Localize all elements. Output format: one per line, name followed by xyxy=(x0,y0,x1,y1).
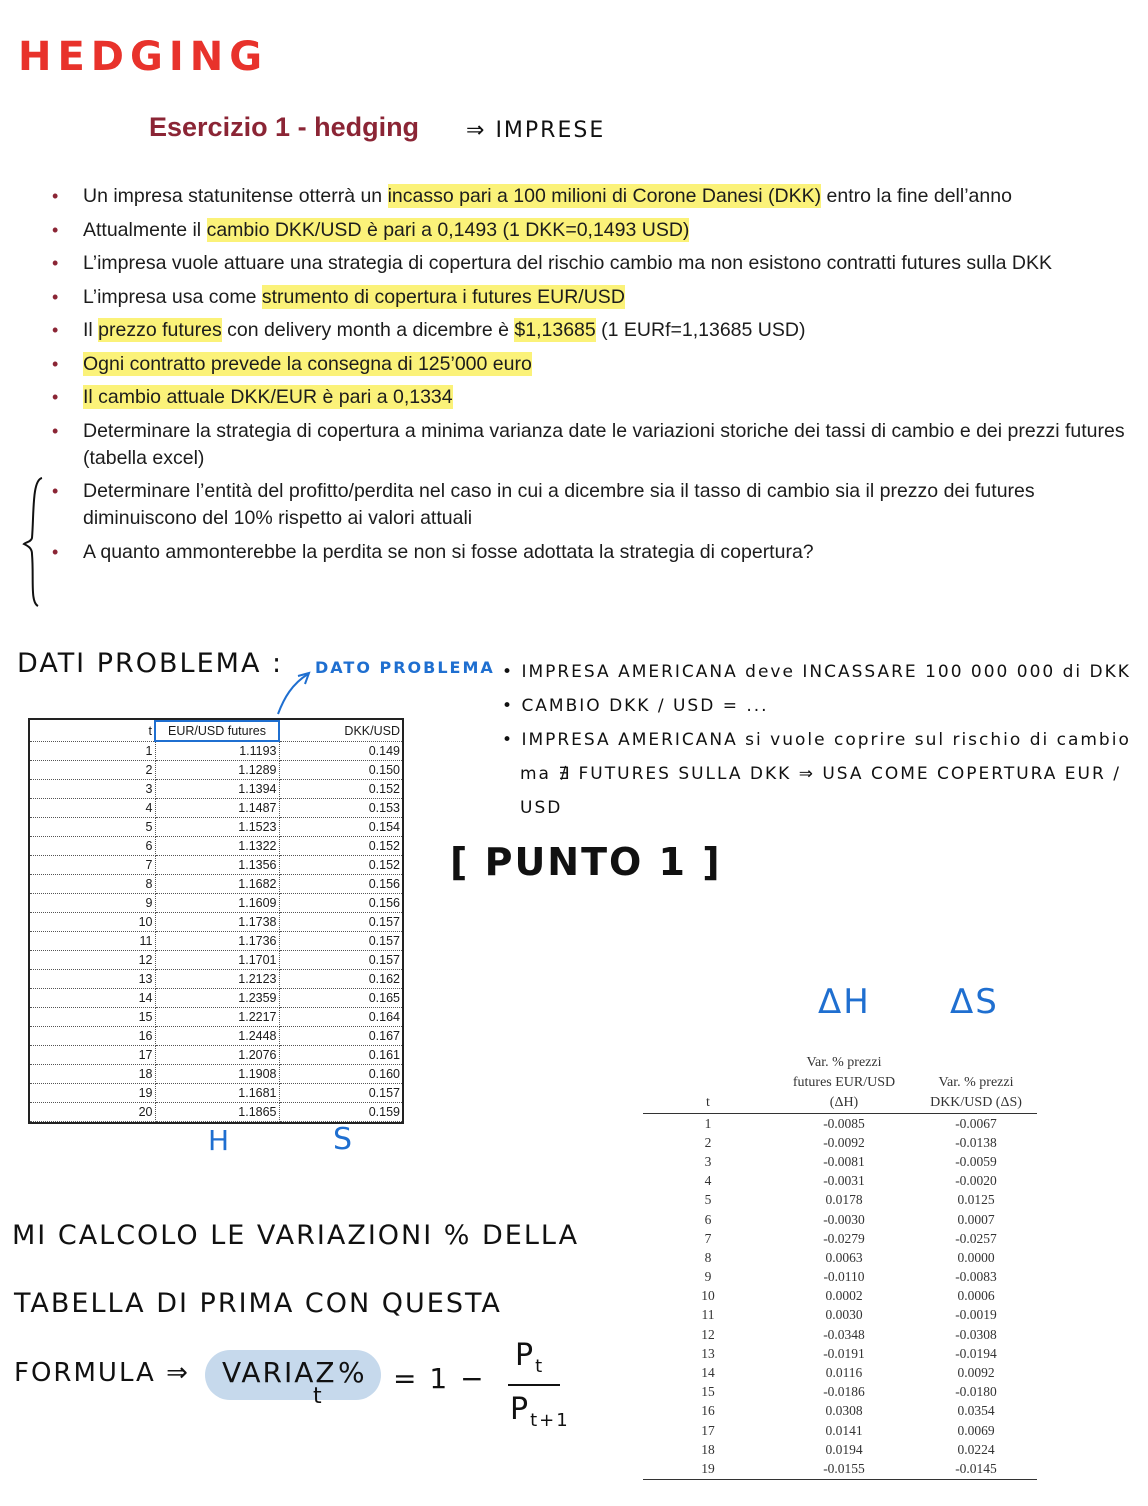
table-row xyxy=(643,1402,1037,1421)
cell-t: 6 xyxy=(704,1211,712,1227)
cell-dkkusd: 0.160 xyxy=(279,1065,402,1084)
cell-eurusd: 1.2076 xyxy=(155,1046,279,1065)
cell-t: 15 xyxy=(30,1008,155,1027)
cell-dkkusd: 0.149 xyxy=(279,741,402,761)
col-header-delta-s: Var. % prezzi DKK/USD (ΔS) xyxy=(915,1053,1037,1114)
table-row xyxy=(30,1008,402,1027)
note-point: • IMPRESA AMERICANA si vuole coprire sul rischio di cambio ma ∄ FUTURES SULLA DKK ⇒ USA COME COPERTURA EUR / USD xyxy=(502,730,1131,818)
col-header-t: t xyxy=(643,1053,773,1114)
cell-dkkusd: 0.164 xyxy=(279,1008,402,1027)
table-row xyxy=(30,799,402,818)
cell-delta-h: 0.0116 xyxy=(825,1365,863,1381)
title-arrow-note xyxy=(466,118,605,143)
cell-t: 4 xyxy=(30,799,155,818)
formula-numerator: $P_t$ xyxy=(515,1338,545,1377)
cell-t: 9 xyxy=(30,894,155,913)
table-row xyxy=(643,1191,1037,1210)
table-row xyxy=(643,1363,1037,1382)
table-row xyxy=(643,1210,1037,1229)
formula-label: FORMULA ⇒ xyxy=(14,1358,190,1388)
bullet-item: • L’impresa usa come strumento di copertura i futures EUR/USD xyxy=(52,284,1132,311)
note-calc-line-1: MI CALCOLO LE VARIAZIONI % DELLA xyxy=(12,1220,580,1251)
cell-t: 8 xyxy=(704,1249,712,1265)
cell-delta-h: -0.0279 xyxy=(823,1230,865,1246)
cell-eurusd: 1.1289 xyxy=(155,761,279,780)
cell-delta-s: 0.0092 xyxy=(957,1365,995,1381)
table-row xyxy=(30,1103,402,1122)
cell-t: 7 xyxy=(30,856,155,875)
bullet-item: • Un impresa statunitense otterrà un incasso pari a 100 milioni di Corone Danesi (DKK) entro la fine dell’anno xyxy=(52,183,1132,210)
title-arrow-note-text: IMPRESE xyxy=(495,118,606,143)
brace-icon xyxy=(20,474,50,610)
cell-dkkusd: 0.156 xyxy=(279,894,402,913)
cell-t: 12 xyxy=(701,1326,715,1342)
label-h: H xyxy=(208,1124,232,1157)
cell-eurusd: 1.1701 xyxy=(155,951,279,970)
cell-delta-s: 0.0224 xyxy=(957,1441,995,1457)
table-row xyxy=(30,894,402,913)
label-delta-h: ΔH xyxy=(818,982,871,1022)
cell-delta-h: -0.0186 xyxy=(823,1384,865,1400)
table-row xyxy=(643,1172,1037,1191)
cell-t: 12 xyxy=(30,951,155,970)
table-header-row xyxy=(30,721,402,741)
arrow-icon: ⇒ xyxy=(466,118,496,143)
col-header-eurusd: EUR/USD futures xyxy=(155,721,279,741)
cell-t: 20 xyxy=(30,1103,155,1122)
cell-t: 17 xyxy=(701,1422,715,1438)
page-heading: HEDGING xyxy=(18,34,269,80)
note-point: • IMPRESA AMERICANA deve INCASSARE 100 000 000 di DKK xyxy=(502,662,1131,682)
table-row xyxy=(30,780,402,799)
note-punto-1: [ PUNTO 1 ] xyxy=(450,840,722,884)
cell-delta-s: 0.0006 xyxy=(957,1288,995,1304)
cell-eurusd: 1.1322 xyxy=(155,837,279,856)
cell-t: 9 xyxy=(704,1269,712,1285)
cell-eurusd: 1.1356 xyxy=(155,856,279,875)
cell-delta-h: -0.0155 xyxy=(773,1459,915,1479)
cell-delta-h: -0.0085 xyxy=(823,1115,865,1131)
cell-delta-h: 0.0178 xyxy=(825,1192,863,1208)
cell-t: 11 xyxy=(701,1307,715,1323)
cell-t: 16 xyxy=(701,1403,715,1419)
table-row xyxy=(30,741,402,761)
cell-eurusd: 1.1681 xyxy=(155,1084,279,1103)
cell-dkkusd: 0.157 xyxy=(279,951,402,970)
label-delta-s: ΔS xyxy=(950,982,999,1022)
cell-t: 5 xyxy=(704,1192,712,1208)
cell-t: 19 xyxy=(30,1084,155,1103)
cell-delta-h: -0.0081 xyxy=(823,1153,865,1169)
table-row xyxy=(643,1287,1037,1306)
cell-delta-h: 0.0308 xyxy=(825,1403,863,1419)
cell-t: 4 xyxy=(704,1173,712,1189)
cell-t: 2 xyxy=(30,761,155,780)
table-row xyxy=(643,1325,1037,1344)
cell-t: 8 xyxy=(30,875,155,894)
table-row xyxy=(30,818,402,837)
bullet-item: • Attualmente il cambio DKK/USD è pari a 0,1493 (1 DKK=0,1493 USD) xyxy=(52,217,1132,244)
table-row xyxy=(30,856,402,875)
cell-delta-s: 0.0000 xyxy=(957,1249,995,1265)
cell-delta-s: -0.0257 xyxy=(955,1230,997,1246)
cell-delta-h: -0.0348 xyxy=(823,1326,865,1342)
cell-dkkusd: 0.156 xyxy=(279,875,402,894)
cell-dkkusd: 0.162 xyxy=(279,970,402,989)
cell-t: 13 xyxy=(701,1345,715,1361)
cell-t: 11 xyxy=(30,932,155,951)
cell-delta-h: -0.0191 xyxy=(823,1345,865,1361)
cell-dkkusd: 0.150 xyxy=(279,761,402,780)
bullet-item: • Ogni contratto prevede la consegna di 125’000 euro xyxy=(52,351,1132,378)
cell-eurusd: 1.2123 xyxy=(155,970,279,989)
exercise-bullets xyxy=(52,183,1132,572)
table-row xyxy=(643,1229,1037,1248)
note-calc-line-2: TABELLA DI PRIMA CON QUESTA xyxy=(14,1288,502,1319)
cell-t: 18 xyxy=(30,1065,155,1084)
cell-t: 1 xyxy=(30,741,155,761)
cell-dkkusd: 0.159 xyxy=(279,1103,402,1122)
table-row xyxy=(30,951,402,970)
bullet-item: • L’impresa vuole attuare una strategia di copertura del rischio cambio ma non esistono contratti futures sulla DKK xyxy=(52,250,1132,277)
cell-dkkusd: 0.157 xyxy=(279,932,402,951)
note-dati-problema: DATI PROBLEMA : xyxy=(17,648,284,679)
cell-t: 7 xyxy=(704,1230,712,1246)
cell-delta-s: -0.0059 xyxy=(955,1153,997,1169)
cell-t: 6 xyxy=(30,837,155,856)
table-row xyxy=(643,1421,1037,1440)
cell-delta-s: 0.0354 xyxy=(957,1403,995,1419)
bullet-item: • Determinare la strategia di copertura a minima varianza date le variazioni storiche dei tassi di cambio e dei prezzi futures (tabella excel) xyxy=(52,418,1132,472)
table-row xyxy=(30,1027,402,1046)
table-row xyxy=(30,875,402,894)
formula-sub-t: t xyxy=(313,1384,324,1409)
table-row xyxy=(30,1065,402,1084)
table-row xyxy=(30,932,402,951)
col-header-t: t xyxy=(30,721,155,741)
cell-eurusd: 1.2359 xyxy=(155,989,279,1008)
cell-delta-s: 0.0125 xyxy=(957,1192,995,1208)
cell-delta-h: 0.0063 xyxy=(825,1249,863,1265)
formula-denominator: $P_{t+1}$ xyxy=(510,1392,570,1431)
note-dato-problema: DATO PROBLEMA xyxy=(315,658,495,677)
cell-eurusd: 1.1738 xyxy=(155,913,279,932)
note-point: • CAMBIO DKK / USD = ... xyxy=(502,696,769,716)
cell-delta-s: -0.0145 xyxy=(915,1459,1037,1479)
table-row xyxy=(643,1152,1037,1171)
fraction-bar xyxy=(508,1384,560,1386)
table-row xyxy=(30,1046,402,1065)
cell-dkkusd: 0.152 xyxy=(279,837,402,856)
cell-t: 5 xyxy=(30,818,155,837)
table-row xyxy=(643,1248,1037,1267)
cell-delta-s: -0.0083 xyxy=(955,1269,997,1285)
cell-delta-s: 0.0069 xyxy=(957,1422,995,1438)
cell-t: 10 xyxy=(701,1288,715,1304)
label-s: S xyxy=(333,1122,355,1157)
table-row xyxy=(30,913,402,932)
cell-delta-s: -0.0194 xyxy=(955,1345,997,1361)
exercise-title: Esercizio 1 - hedging xyxy=(149,112,420,142)
cell-eurusd: 1.2448 xyxy=(155,1027,279,1046)
formula-variaz: VARIAZ xyxy=(222,1356,337,1389)
variation-table xyxy=(643,1053,1037,1480)
cell-delta-s: -0.0138 xyxy=(955,1134,997,1150)
cell-dkkusd: 0.165 xyxy=(279,989,402,1008)
cell-delta-h: -0.0031 xyxy=(823,1173,865,1189)
bullet-item: • Il cambio attuale DKK/EUR è pari a 0,1334 xyxy=(52,384,1132,411)
cell-dkkusd: 0.161 xyxy=(279,1046,402,1065)
formula-equals: = 1 − xyxy=(393,1362,486,1395)
cell-delta-s: -0.0308 xyxy=(955,1326,997,1342)
cell-delta-h: 0.0030 xyxy=(825,1307,863,1323)
bullet-item: • Determinare l’entità del profitto/perdita nel caso in cui a dicembre sia il tasso di cambio sia il prezzo dei futures diminuiscono del 10% rispetto ai valori attuali xyxy=(52,478,1132,532)
table-row xyxy=(30,837,402,856)
cell-t: 15 xyxy=(701,1384,715,1400)
cell-eurusd: 1.1523 xyxy=(155,818,279,837)
table-row xyxy=(30,1084,402,1103)
cell-t: 1 xyxy=(704,1115,712,1131)
cell-dkkusd: 0.153 xyxy=(279,799,402,818)
notes-points xyxy=(502,655,1142,825)
table-row xyxy=(643,1133,1037,1152)
cell-delta-s: 0.0007 xyxy=(957,1211,995,1227)
cell-eurusd: 1.1487 xyxy=(155,799,279,818)
table-row xyxy=(643,1383,1037,1402)
cell-t: 14 xyxy=(30,989,155,1008)
cell-dkkusd: 0.157 xyxy=(279,1084,402,1103)
cell-eurusd: 1.2217 xyxy=(155,1008,279,1027)
cell-dkkusd: 0.152 xyxy=(279,780,402,799)
cell-t: 2 xyxy=(704,1134,712,1150)
cell-eurusd: 1.1609 xyxy=(155,894,279,913)
table-row xyxy=(643,1268,1037,1287)
bullet-item: • A quanto ammonterebbe la perdita se non si fosse adottata la strategia di copertura? xyxy=(52,539,1132,566)
table-row xyxy=(643,1344,1037,1363)
cell-eurusd: 1.1394 xyxy=(155,780,279,799)
cell-dkkusd: 0.152 xyxy=(279,856,402,875)
bullet-item: • Il prezzo futures con delivery month a dicembre è $1,13685 (1 EURf=1,13685 USD) xyxy=(52,317,1132,344)
table-row xyxy=(643,1114,1037,1134)
cell-t: 10 xyxy=(30,913,155,932)
arrow-up-icon xyxy=(274,670,314,716)
cell-eurusd: 1.1193 xyxy=(155,741,279,761)
cell-dkkusd: 0.154 xyxy=(279,818,402,837)
table-row xyxy=(643,1306,1037,1325)
table-header-row xyxy=(643,1053,1037,1114)
col-header-dkkusd: DKK/USD xyxy=(279,721,402,741)
cell-t: 3 xyxy=(704,1153,712,1169)
price-table xyxy=(28,718,404,1124)
cell-eurusd: 1.1736 xyxy=(155,932,279,951)
cell-t: 13 xyxy=(30,970,155,989)
cell-t: 19 xyxy=(643,1459,773,1479)
table-row xyxy=(30,989,402,1008)
cell-t: 14 xyxy=(701,1365,715,1381)
table-row xyxy=(643,1459,1037,1479)
cell-dkkusd: 0.157 xyxy=(279,913,402,932)
cell-delta-h: -0.0030 xyxy=(823,1211,865,1227)
cell-eurusd: 1.1682 xyxy=(155,875,279,894)
cell-t: 18 xyxy=(701,1441,715,1457)
formula-percent: % xyxy=(338,1356,367,1389)
cell-dkkusd: 0.167 xyxy=(279,1027,402,1046)
cell-t: 3 xyxy=(30,780,155,799)
table-row xyxy=(30,761,402,780)
cell-delta-h: -0.0092 xyxy=(823,1134,865,1150)
cell-delta-s: -0.0020 xyxy=(955,1173,997,1189)
table-row xyxy=(30,970,402,989)
cell-delta-h: -0.0110 xyxy=(823,1269,865,1285)
cell-delta-s: -0.0180 xyxy=(955,1384,997,1400)
table-row xyxy=(643,1440,1037,1459)
cell-eurusd: 1.1908 xyxy=(155,1065,279,1084)
cell-delta-h: 0.0194 xyxy=(825,1441,863,1457)
cell-t: 16 xyxy=(30,1027,155,1046)
cell-delta-s: -0.0067 xyxy=(955,1115,997,1131)
col-header-delta-h: Var. % prezzi futures EUR/USD (ΔH) xyxy=(773,1053,915,1114)
cell-delta-s: -0.0019 xyxy=(955,1307,997,1323)
cell-t: 17 xyxy=(30,1046,155,1065)
cell-delta-h: 0.0002 xyxy=(825,1288,863,1304)
cell-eurusd: 1.1865 xyxy=(155,1103,279,1122)
cell-delta-h: 0.0141 xyxy=(825,1422,863,1438)
